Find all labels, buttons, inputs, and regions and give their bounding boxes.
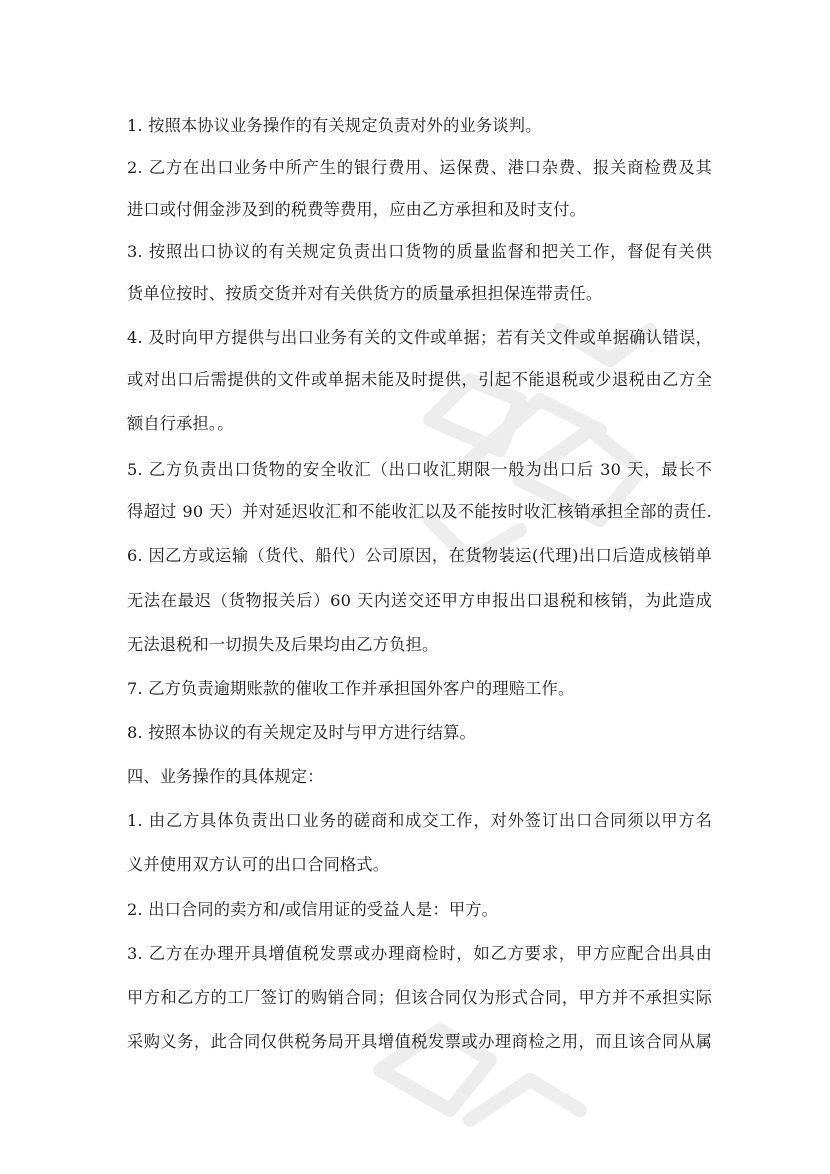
text-line-11: 6. 因乙方或运输（货代、船代）公司原因，在货物装运(代理)出口后造成核销单	[127, 546, 712, 565]
text-line-19: 2. 出口合同的卖方和/或信用证的受益人是：甲方。	[127, 900, 498, 919]
section-heading: 四、业务操作的具体规定：	[127, 767, 324, 786]
text-line-18: 义并使用双方认可的出口合同格式。	[127, 855, 390, 874]
text-line-7: 或对出口后需提供的文件或单据未能及时提供，引起不能退税或少退税由乙方全	[127, 370, 712, 389]
text-line-21: 甲方和乙方的工厂签订的购销合同；但该合同仅为形式合同，甲方并不承担实际	[127, 988, 712, 1007]
text-line-6: 4. 及时向甲方提供与出口业务有关的文件或单据；若有关文件或单据确认错误，	[127, 328, 712, 347]
text-line-10: 得超过 90 天）并对延迟收汇和不能收汇以及不能按时收汇核销承担全部的责任.	[127, 502, 712, 521]
text-line-9: 5. 乙方负责出口货物的安全收汇（出口收汇期限一般为出口后 30 天，最长不	[127, 460, 712, 479]
text-line-14: 7. 乙方负责逾期账款的催收工作并承担国外客户的理赔工作。	[127, 679, 575, 698]
text-line-12: 无法在最迟（货物报关后）60 天内送交还甲方申报出口退税和核销，为此造成	[127, 591, 712, 610]
text-line-22: 采购义务，此合同仅供税务局开具增值税发票或办理商检之用，而且该合同从属	[127, 1032, 712, 1051]
text-line-1: 1. 按照本协议业务操作的有关规定负责对外的业务谈判。	[127, 116, 542, 135]
text-line-13: 无法退税和一切损失及后果均由乙方负担。	[127, 635, 439, 654]
text-line-4: 3. 按照出口协议的有关规定负责出口货物的质量监督和把关工作，督促有关供	[127, 242, 712, 261]
text-line-5: 货单位按时、按质交货并对有关供货方的质量承担担保连带责任。	[127, 284, 603, 303]
text-line-8: 额自行承担。。	[127, 414, 234, 433]
text-line-17: 1. 由乙方具体负责出口业务的磋商和成交工作，对外签订出口合同须以甲方名	[127, 811, 712, 830]
text-line-3: 进口或付佣金涉及到的税费等费用，应由乙方承担和及时支付。	[127, 200, 586, 219]
text-line-20: 3. 乙方在办理开具增值税发票或办理商检时，如乙方要求，甲方应配合出具由	[127, 944, 712, 963]
text-line-15: 8. 按照本协议的有关规定及时与甲方进行结算。	[127, 723, 476, 742]
text-line-2: 2. 乙方在出口业务中所产生的银行费用、运保费、港口杂费、报关商检费及其	[127, 158, 712, 177]
